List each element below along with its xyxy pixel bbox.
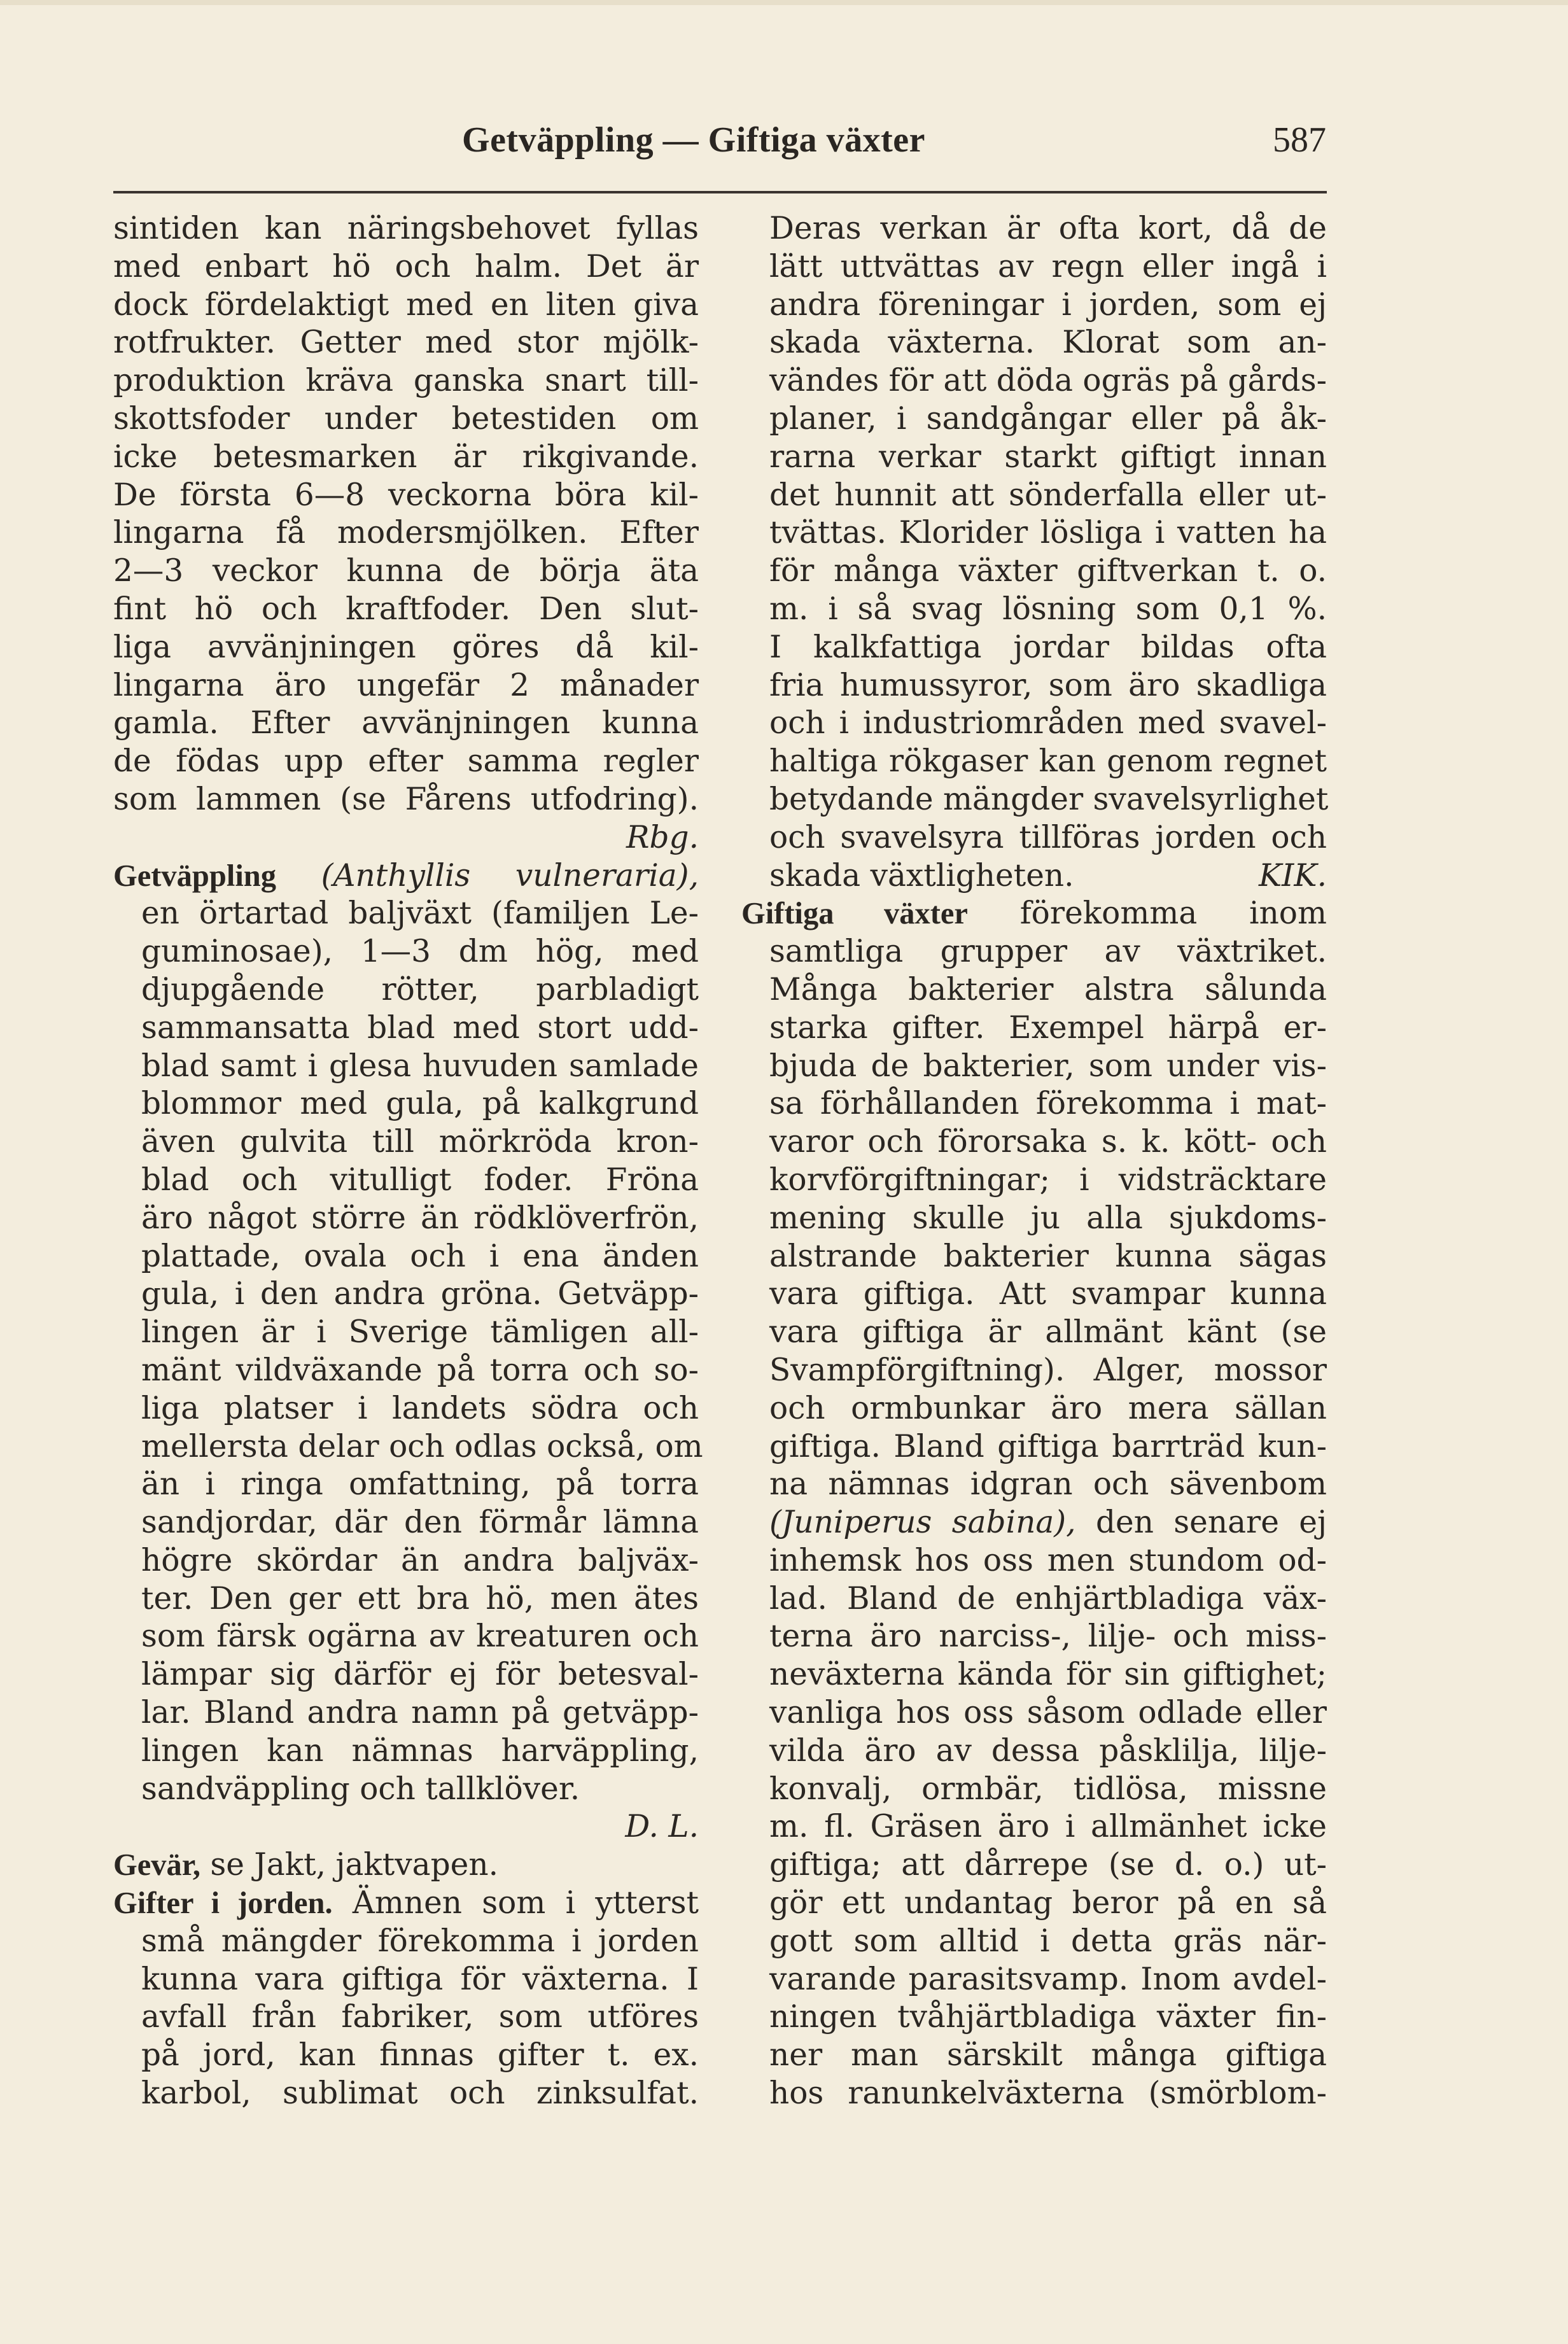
text-line: blad och vitulligt foder. Fröna: [141, 1161, 699, 1198]
text-line: vändes för att döda ogräs på gårds-: [769, 363, 1327, 399]
text-line: giftiga. Bland giftiga barrträd kun-: [769, 1428, 1327, 1464]
text-line: små mängder förekomma i jorden: [141, 1923, 699, 1959]
entry-text: Ämnen som i ytterst: [332, 1885, 699, 1921]
text-line: mänt vildväxande på torra och so-: [141, 1352, 699, 1388]
text-line: även gulvita till mörkröda kron-: [141, 1124, 699, 1160]
text-line: skottsfoder under betestiden om: [113, 400, 699, 437]
text-line: sintiden kan näringsbehovet fyllas: [113, 211, 699, 246]
text-line: haltiga rökgaser kan genom regnet: [769, 743, 1327, 780]
text-line: konvalj, ormbär, tidlösa, missne: [769, 1771, 1327, 1807]
text-line: samtliga grupper av växtriket.: [769, 934, 1327, 970]
text-line: lingen kan nämnas harväppling,: [141, 1732, 699, 1769]
entry-headword: Giftiga växter: [741, 897, 968, 931]
text-line: giftiga; att dårrepe (se d. o.) ut-: [769, 1847, 1327, 1883]
text-line: lämpar sig därför ej för betesval-: [141, 1657, 699, 1693]
text-line: lingarna få modersmjölken. Efter: [113, 515, 699, 551]
text-line: 2—3 veckor kunna de börja äta: [113, 553, 699, 589]
entry-first-line: [113, 1884, 699, 1923]
text-line: De första 6—8 veckorna böra kil-: [113, 477, 699, 513]
text-line: m. i så svag lösning som 0,1 %.: [769, 591, 1327, 627]
text-line: starka gifter. Exempel härpå er-: [769, 1009, 1327, 1046]
left-column: [113, 210, 703, 2113]
text-line: det hunnit att sönderfalla eller ut-: [769, 477, 1327, 513]
text-line: vara giftiga. Att svampar kunna: [769, 1276, 1327, 1312]
text-line: blommor med gula, på kalkgrund: [141, 1086, 699, 1122]
entry-text: (Anthyllis vulneraria),: [276, 857, 699, 894]
text-line: neväxterna kända för sin giftighet;: [769, 1657, 1327, 1693]
text-line: rarna verkar starkt giftigt innan: [769, 439, 1327, 475]
text-line: mellersta delar och odlas också, om: [141, 1428, 703, 1464]
text-line: guminosae), 1—3 dm hög, med: [141, 934, 699, 970]
text-line: sa förhållanden förekomma i mat-: [769, 1086, 1327, 1122]
text-line: rotfrukter. Getter med stor mjölk-: [113, 325, 699, 361]
text-span: den senare ej: [1075, 1505, 1327, 1541]
text-line: och svavelsyra tillföras jorden och: [769, 819, 1327, 855]
text-line: de födas upp efter samma regler: [113, 743, 699, 780]
text-line: och i industriområden med svavel-: [769, 705, 1327, 741]
author-signature: KIK.: [1258, 857, 1327, 894]
text-line: lad. Bland de enhjärtbladiga väx-: [769, 1580, 1327, 1617]
text-line: betydande mängder svavelsyrlighet: [769, 781, 1329, 817]
text-line: vanliga hos oss såsom odlade eller: [769, 1695, 1327, 1731]
entry-first-line: [113, 857, 699, 895]
text-line: sandjordar, där den förmår lämna: [141, 1505, 699, 1541]
text-line: [741, 857, 1327, 895]
latin-name: (Juniperus sabina),: [769, 1505, 1076, 1541]
entry-text: se Jakt, jaktvapen.: [200, 1847, 498, 1883]
text-line: för många växter giftverkan t. o.: [769, 553, 1327, 589]
text-line: gör ett undantag beror på en så: [769, 1885, 1327, 1921]
text-line: blad samt i glesa huvuden samlade: [141, 1048, 699, 1084]
text-line: vilda äro av dessa påsklilja, lilje-: [769, 1732, 1327, 1769]
text-line: Många bakterier alstra sålunda: [769, 971, 1327, 1007]
text-line: gamla. Efter avvänjningen kunna: [113, 705, 699, 741]
text-line: på jord, kan finnas gifter t. ex.: [141, 2037, 699, 2074]
text-line: en örtartad baljväxt (familjen Le-: [141, 895, 699, 932]
author-signature: Rbg.: [626, 819, 699, 855]
text-line: na nämnas idgran och sävenbom: [769, 1466, 1327, 1503]
author-signature: D. L.: [625, 1809, 699, 1845]
text-line: I kalkfattiga jordar bildas ofta: [769, 629, 1327, 665]
text-line: bjuda de bakterier, som under vis-: [769, 1048, 1327, 1084]
text-span: skada växtligheten.: [769, 857, 1074, 894]
text-line: alstrande bakterier kunna sägas: [769, 1238, 1327, 1274]
text-line: lätt uttvättas av regn eller ingå i: [769, 248, 1327, 284]
text-line: som färsk ogärna av kreaturen och: [141, 1618, 699, 1655]
entry-first-line: [113, 1846, 699, 1884]
text-line: korvförgiftningar; i vidsträcktare: [769, 1161, 1327, 1198]
text-line: varande parasitsvamp. Inom avdel-: [769, 1961, 1327, 1997]
page-number: 587: [1273, 120, 1326, 160]
entry-text: förekomma inom: [967, 895, 1327, 932]
text-line: plattade, ovala och i ena änden: [141, 1238, 699, 1274]
text-line: och ormbunkar äro mera sällan: [769, 1390, 1327, 1426]
text-line: andra föreningar i jorden, som ej: [769, 286, 1327, 323]
text-line: Svampförgiftning). Alger, mossor: [769, 1352, 1327, 1388]
text-line: Deras verkan är ofta kort, då de: [769, 211, 1327, 246]
text-line: sandväppling och tallklöver.: [141, 1771, 580, 1807]
text-line: högre skördar än andra baljväx-: [141, 1542, 699, 1578]
text-line: planer, i sandgångar eller på åk-: [769, 400, 1327, 437]
text-line: lingen är i Sverige tämligen all-: [141, 1314, 699, 1351]
page-top-edge: [0, 0, 1568, 5]
text-line: vara giftiga är allmänt känt (se: [769, 1314, 1327, 1351]
text-line: gott som alltid i detta gräs när-: [769, 1923, 1327, 1959]
text-line: som lammen (se Fårens utfodring).: [113, 781, 699, 817]
entry-headword: Gifter i jorden.: [113, 1886, 333, 1921]
text-line: terna äro narciss-, lilje- och miss-: [769, 1618, 1327, 1655]
text-line: kunna vara giftiga för växterna. I: [141, 1961, 699, 1997]
text-line: äro något större än rödklöverfrön,: [141, 1200, 699, 1236]
text-line: ter. Den ger ett bra hö, men ätes: [141, 1580, 699, 1617]
text-line: m. fl. Gräsen äro i allmänhet icke: [769, 1809, 1327, 1845]
text-line: med enbart hö och halm. Det är: [113, 248, 699, 284]
text-line: sammansatta blad med stort udd-: [141, 1009, 699, 1046]
header-rule: [113, 191, 1327, 193]
text-line: lar. Bland andra namn på getväpp-: [141, 1695, 699, 1731]
text-line: mening skulle ju alla sjukdoms-: [769, 1200, 1327, 1236]
text-line: gula, i den andra gröna. Getväpp-: [141, 1276, 699, 1312]
right-column: [741, 210, 1327, 2113]
text-line: tvättas. Klorider lösliga i vatten ha: [769, 515, 1327, 551]
text-line: skada växterna. Klorat som an-: [769, 325, 1327, 361]
text-line: ningen tvåhjärtbladiga växter fin-: [769, 1999, 1327, 2035]
text-line: lingarna äro ungefär 2 månader: [113, 667, 699, 703]
entry-first-line: [741, 895, 1327, 933]
text-line: karbol, sublimat och zinksulfat.: [141, 2075, 699, 2112]
text-line: fint hö och kraftfoder. Den slut-: [113, 591, 699, 627]
text-line: fria humussyror, som äro skadliga: [769, 667, 1327, 703]
text-line: liga avvänjningen göres då kil-: [113, 629, 699, 665]
text-line: inhemsk hos oss men stundom od-: [769, 1542, 1327, 1578]
text-line: produktion kräva ganska snart till-: [113, 363, 699, 399]
text-line: dock fördelaktigt med en liten giva: [113, 286, 699, 323]
text-line: än i ringa omfattning, på torra: [141, 1466, 699, 1503]
text-line: liga platser i landets södra och: [141, 1390, 699, 1426]
text-line: hos ranunkelväxterna (smörblom-: [769, 2075, 1327, 2112]
running-head: Getväppling — Giftiga växter: [462, 120, 925, 160]
text-line: varor och förorsaka s. k. kött- och: [769, 1124, 1327, 1160]
text-line: [741, 1504, 1327, 1542]
text-line: icke betesmarken är rikgivande.: [113, 439, 699, 475]
entry-headword: Getväppling: [113, 859, 277, 893]
entry-headword: Gevär,: [113, 1848, 200, 1883]
text-line: djupgående rötter, parbladigt: [141, 971, 699, 1007]
text-line: ner man särskilt många giftiga: [769, 2037, 1327, 2074]
text-line: avfall från fabriker, som utföres: [141, 1999, 699, 2035]
